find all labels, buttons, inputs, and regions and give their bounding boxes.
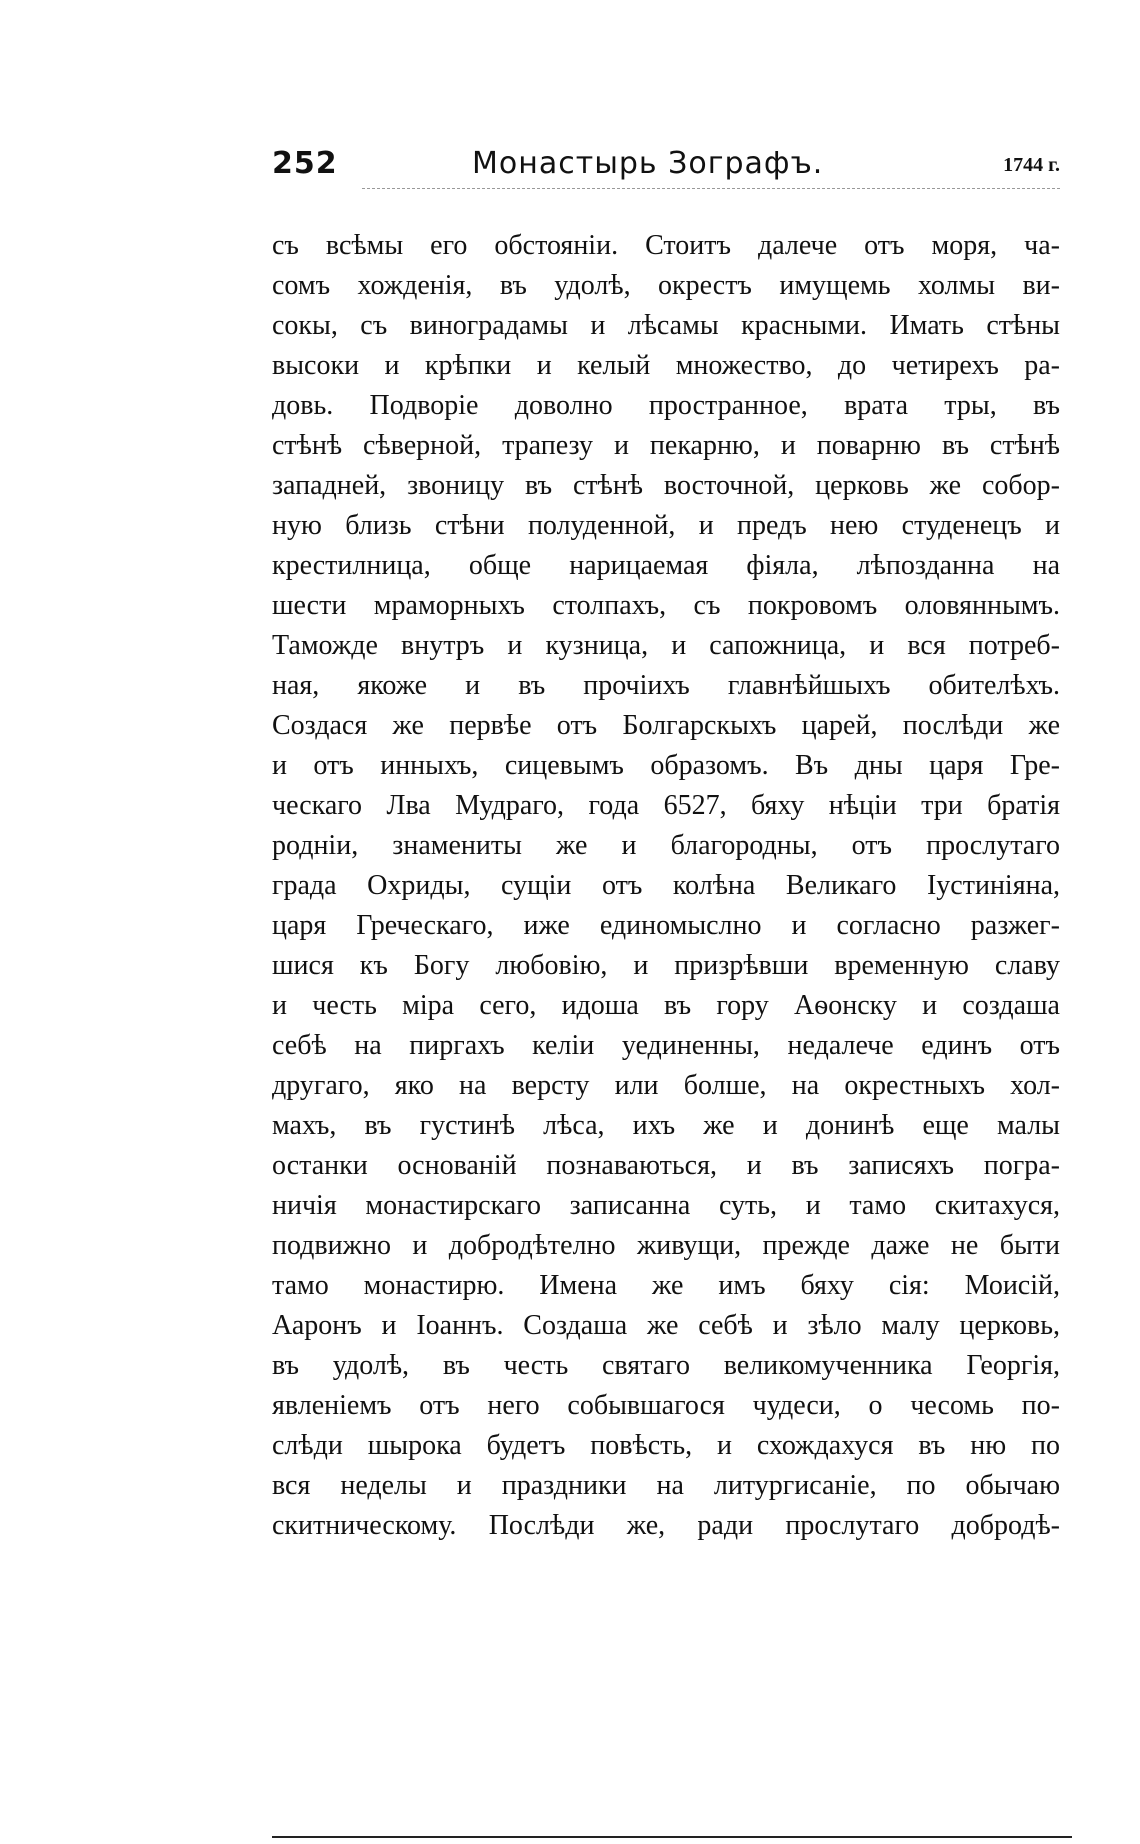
- text-line: съ всѣмы его обстояніи. Стоитъ далече отъ моря, ча-: [272, 230, 1060, 261]
- header-year: 1744 г.: [1003, 154, 1060, 176]
- text-line: другаго, яко на версту или болше, на окрестныхъ хол-: [272, 1070, 1060, 1101]
- text-line: подвижно и добродѣтелно живущи, прежде даже не быти: [272, 1230, 1060, 1261]
- text-line: крестилница, обще нарицаемая фіяла, лѣпозданна на: [272, 550, 1060, 581]
- text-line: сомъ хожденія, въ удолѣ, окрестъ имущемь холмы ви-: [272, 270, 1060, 301]
- text-line: слѣди шырока будетъ повѣсть, и схождахуся въ ню по: [272, 1430, 1060, 1461]
- text-line: махъ, въ густинѣ лѣса, ихъ же и донинѣ еще малы: [272, 1110, 1060, 1141]
- body-text: [272, 226, 1060, 1546]
- text-line: стѣнѣ сѣверной, трапезу и пекарню, и поварню въ стѣнѣ: [272, 430, 1060, 461]
- text-line: родніи, знамениты же и благородны, отъ прослутаго: [272, 830, 1060, 861]
- text-line: высоки и крѣпки и келый множество, до четирехъ ра-: [272, 350, 1060, 381]
- text-line: царя Греческаго, иже единомыслно и согласно разжег-: [272, 910, 1060, 941]
- text-line: и честь міра сего, идоша въ гору Аѳонску и создаша: [272, 990, 1060, 1021]
- text-line: ная, якоже и въ прочіихъ главнѣйшыхъ обителѣхъ.: [272, 670, 1060, 701]
- page-header: [272, 140, 1060, 188]
- text-line: шися къ Богу любовію, и призрѣвши временную славу: [272, 950, 1060, 981]
- text-line: сокы, съ виноградамы и лѣсамы красными. Имать стѣны: [272, 310, 1060, 341]
- text-line: себѣ на пиргахъ келіи уединенны, недалече единъ отъ: [272, 1030, 1060, 1061]
- text-line: вся неделы и праздники на литургисаніе, по обычаю: [272, 1470, 1060, 1501]
- page-number: 252: [272, 146, 338, 181]
- text-line: ческаго Лва Мудраго, года 6527, бяху нѣціи три братія: [272, 790, 1060, 821]
- text-line: Тамождe внутръ и кузница, и сапожница, и вся потреб-: [272, 630, 1060, 661]
- text-line: и отъ инныхъ, сицевымъ образомъ. Въ дны царя Гре-: [272, 750, 1060, 781]
- footer-rule: [272, 1836, 1072, 1838]
- text-line: шести мраморныхъ столпахъ, съ покровомъ оловяннымъ.: [272, 590, 1060, 621]
- text-line: ничія монастирскаго записанна суть, и тамо скитахуся,: [272, 1190, 1060, 1221]
- text-line: Создася же первѣе отъ Болгарскыхъ царей, послѣди же: [272, 710, 1060, 741]
- running-title: Монастырь Зографъ.: [472, 146, 824, 181]
- text-line: ную близь стѣни полуденной, и предъ нею студенецъ и: [272, 510, 1060, 541]
- text-line: тамо монастирю. Имена же имъ бяху сія: Моисій,: [272, 1270, 1060, 1301]
- header-rule: [362, 188, 1060, 189]
- text-line: останки основаній познаваються, и въ записяхъ погра-: [272, 1150, 1060, 1181]
- text-line: явленіемъ отъ него собывшагося чудеси, о чесомь по-: [272, 1390, 1060, 1421]
- text-line: скитническому. Послѣди же, ради прослутаго добродѣ-: [272, 1510, 1060, 1541]
- text-line: въ удолѣ, въ честь святаго великомученника Георгія,: [272, 1350, 1060, 1381]
- text-line: довь. Подворіе доволно пространное, врата тры, въ: [272, 390, 1060, 421]
- text-line: Ааронъ и Іоаннъ. Создаша же себѣ и зѣло малу церковь,: [272, 1310, 1060, 1341]
- text-line: западней, звоницу въ стѣнѣ восточной, церковь же собор-: [272, 470, 1060, 501]
- text-line: града Охриды, сущіи отъ колѣна Великаго Іустиніяна,: [272, 870, 1060, 901]
